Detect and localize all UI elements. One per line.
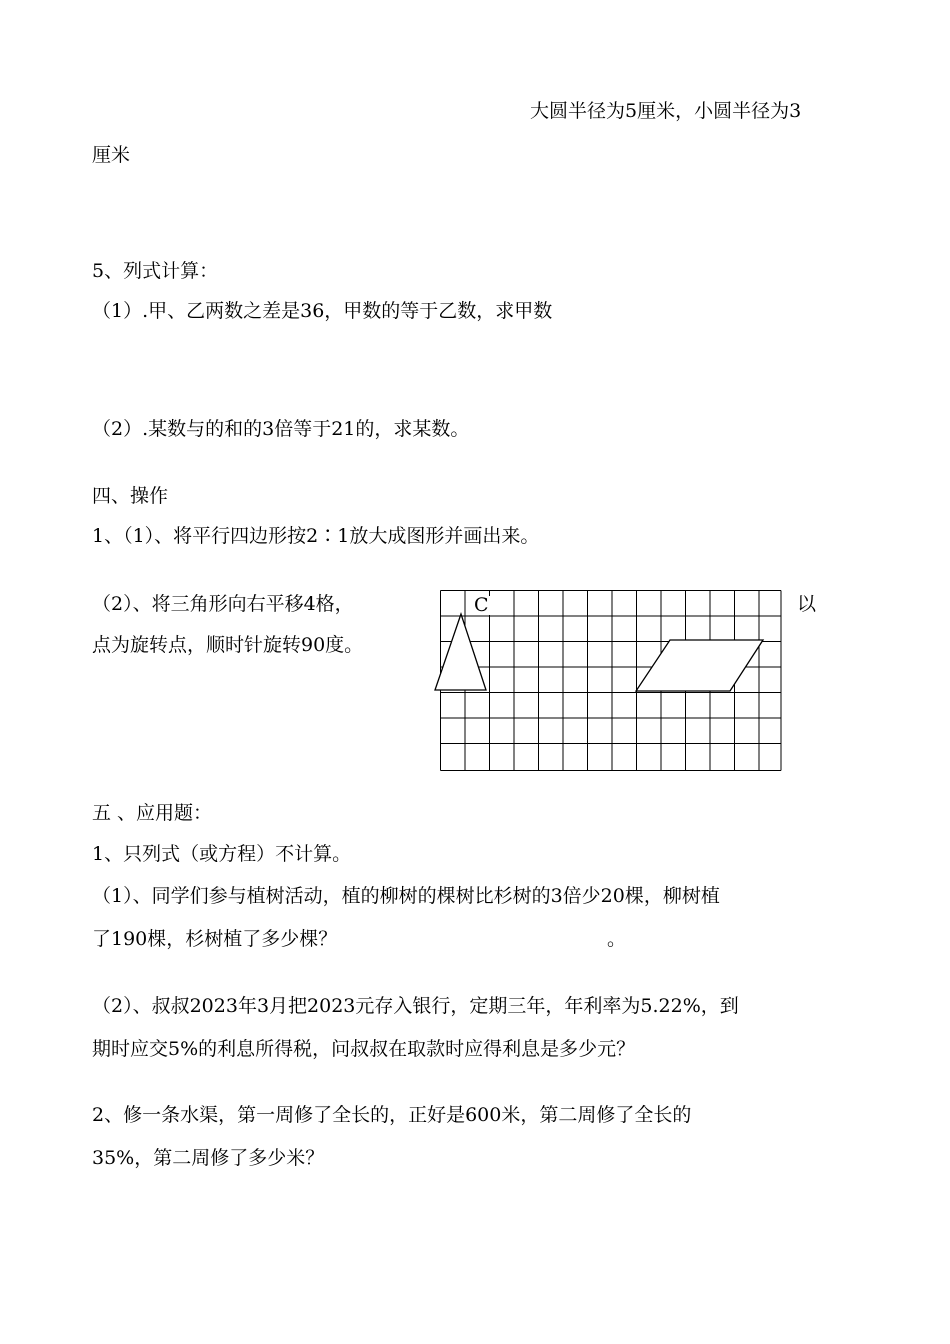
calc-question-1: （1）.甲、乙两数之差是36，甲数的等于乙数，求甲数 bbox=[92, 300, 553, 322]
application-question-2-line1: 2、修一条水渠，第一周修了全长的，正好是600米，第二周修了全长的 bbox=[92, 1104, 692, 1126]
grid-point-label-c: C bbox=[474, 594, 489, 616]
application-question-1a-line1: （1）、同学们参与植树活动，植的柳树的棵树比杉树的3倍少20棵，柳树植 bbox=[92, 885, 720, 907]
section-title-application: 五 、应用题： bbox=[92, 802, 213, 824]
parallelogram-shape bbox=[636, 640, 763, 691]
operation-question-2-trailing: 以 bbox=[797, 593, 817, 615]
calc-question-2: （2）.某数与的和的3倍等于21的，求某数。 bbox=[92, 418, 470, 440]
application-question-2-line2: 35%，第二周修了多少米？ bbox=[92, 1147, 325, 1169]
application-question-1-title: 1、只列式（或方程）不计算。 bbox=[92, 843, 352, 865]
application-question-1a-line2: 了190棵，杉树植了多少棵？ bbox=[92, 928, 338, 950]
application-question-1a-mark: 。 bbox=[607, 928, 627, 950]
triangle-shape bbox=[435, 614, 486, 690]
application-question-1b-line2: 期时应交5%的利息所得税，问叔叔在取款时应得利息是多少元？ bbox=[92, 1038, 636, 1060]
radius-unit: 厘米 bbox=[92, 144, 131, 166]
section-title-calc: 5、列式计算： bbox=[92, 260, 219, 282]
operation-question-2-part1: （2）、将三角形向右平移4格， bbox=[92, 593, 354, 615]
section-title-operation: 四、操作 bbox=[92, 485, 169, 507]
operation-question-2-part2: 点为旋转点，顺时针旋转90度。 bbox=[92, 634, 364, 656]
application-question-1b-line1: （2）、叔叔2023年3月把2023元存入银行，定期三年，年利率为5.22%，到 bbox=[92, 995, 739, 1017]
operation-question-1: 1、（1）、将平行四边形按2∶1放大成图形并画出来。 bbox=[92, 525, 540, 547]
radius-line: 大圆半径为5厘米，小圆半径为3 bbox=[530, 100, 802, 122]
